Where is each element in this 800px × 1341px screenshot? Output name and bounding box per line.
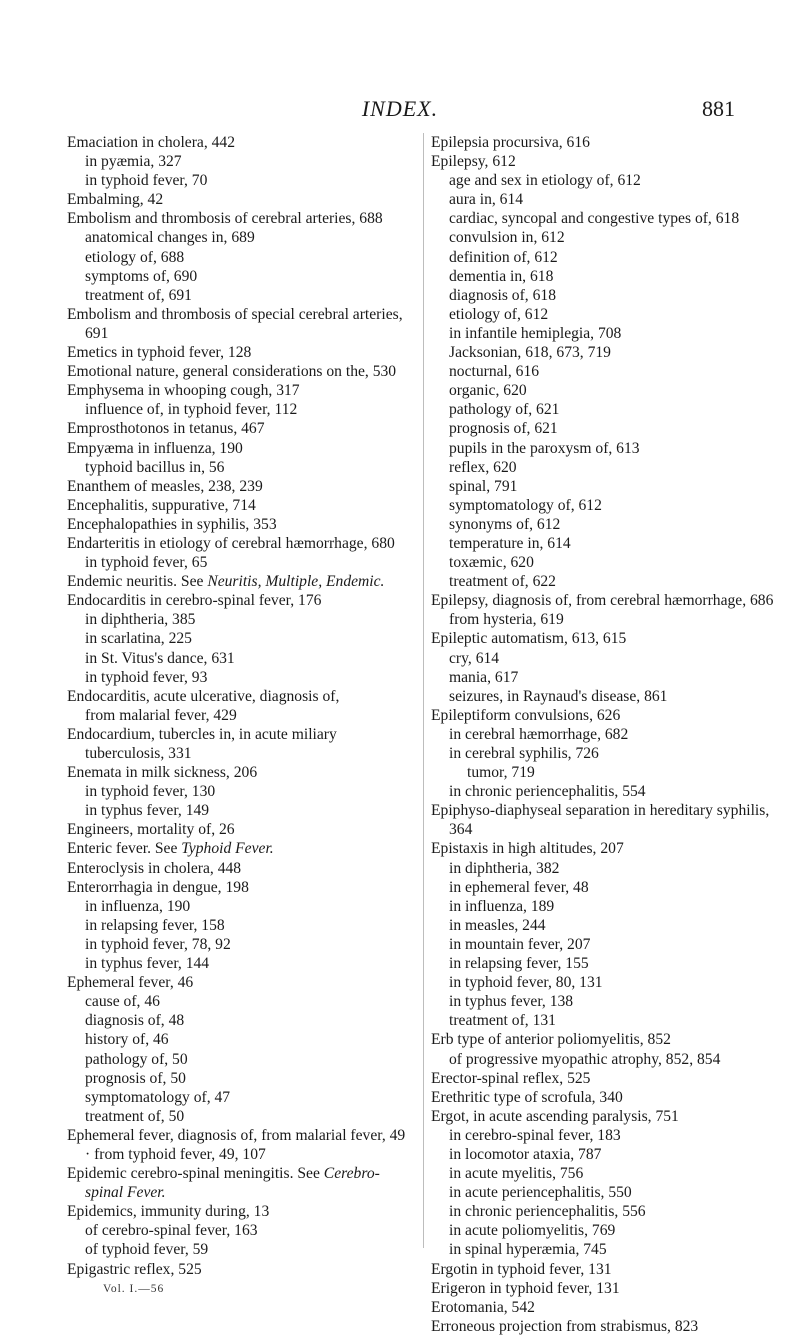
index-column-left: [67, 133, 407, 1299]
index-subentry: [67, 400, 407, 419]
entry-text: Epileptic automatism, 613, 615: [431, 630, 627, 648]
entry-text: in ephemeral fever, 48: [449, 878, 589, 896]
index-subentry: [431, 1240, 777, 1259]
entry-text: treatment of, 622: [449, 573, 556, 591]
entry-text: in chronic periencephalitis, 554: [449, 783, 646, 801]
entry-text: mania, 617: [449, 668, 519, 686]
entry-text: in typhus fever, 149: [85, 802, 210, 820]
entry-text: in St. Vitus's dance, 631: [85, 649, 235, 667]
index-subentry: [431, 725, 777, 744]
entry-text: Ergot, in acute ascending paralysis, 751: [431, 1107, 679, 1125]
entry-text: in measles, 244: [449, 916, 546, 934]
index-subentry: [67, 267, 407, 286]
index-subentry: [431, 515, 777, 534]
index-subentry: [431, 458, 777, 477]
entry-text: reflex, 620: [449, 458, 517, 476]
index-subentry: [431, 1011, 777, 1030]
entry-text: in acute poliomyelitis, 769: [449, 1222, 616, 1240]
index-subentry: [67, 458, 407, 477]
index-entry: [431, 152, 777, 171]
entry-text: Erotomania, 542: [431, 1298, 535, 1316]
entry-text: cry, 614: [449, 649, 500, 667]
entry-text: Epilepsy, 612: [431, 153, 516, 171]
index-subentry: [431, 878, 777, 897]
entry-text: Endocarditis, acute ulcerative, diagnosis of,: [67, 687, 340, 705]
entry-text: in influenza, 189: [449, 897, 555, 915]
index-entry: [67, 439, 407, 458]
index-entry: [67, 419, 407, 438]
entry-text: anatomical changes in, 689: [85, 229, 255, 247]
index-subentry: [431, 744, 777, 763]
entry-text: seizures, in Raynaud's disease, 861: [449, 687, 668, 705]
entry-text: treatment of, 131: [449, 1012, 556, 1030]
index-subentry: [67, 629, 407, 648]
entry-text: Enteric fever. See: [67, 840, 182, 858]
entry-text: in locomotor ataxia, 787: [449, 1145, 602, 1163]
entry-text: Epilepsy, diagnosis of, from cerebral hæmorrhage, 686: [431, 592, 774, 610]
index-subentry: [431, 248, 777, 267]
entry-text: Embolism and thrombosis of cerebral arteries, 688: [67, 210, 383, 228]
index-entry: [67, 305, 407, 343]
cross-reference: Cerebro-spinal Fever.: [85, 1165, 380, 1202]
entry-text: Emprosthotonos in tetanus, 467: [67, 420, 265, 438]
index-subentry: [431, 439, 777, 458]
index-subentry: [431, 668, 777, 687]
volume-signature: Vol. I.—56: [103, 1282, 165, 1295]
cross-reference: Typhoid Fever.: [181, 840, 274, 858]
entry-text: definition of, 612: [449, 248, 558, 266]
entry-text: in scarlatina, 225: [85, 630, 192, 648]
index-entry: [431, 839, 777, 858]
index-entry: [67, 1126, 407, 1145]
index-subentry: [431, 343, 777, 362]
index-entry: [67, 381, 407, 400]
index-subentry: [431, 973, 777, 992]
entry-text: Erethritic type of scrofula, 340: [431, 1088, 623, 1106]
index-entry: [67, 572, 407, 591]
index-subentry: [67, 649, 407, 668]
index-subentry: [67, 706, 407, 725]
entry-text: pupils in the paroxysm of, 613: [449, 439, 640, 457]
entry-text: Enteroclysis in cholera, 448: [67, 859, 242, 877]
cross-reference: Neuritis, Multiple, Endemic.: [207, 573, 385, 591]
index-subentry: [431, 286, 777, 305]
entry-text: from malarial fever, 429: [85, 706, 237, 724]
entry-text: treatment of, 691: [85, 286, 192, 304]
entry-text: diagnosis of, 48: [85, 1012, 185, 1030]
entry-text: Erb type of anterior poliomyelitis, 852: [431, 1031, 671, 1049]
entry-text: symptomatology of, 612: [449, 496, 602, 514]
index-subentry: [431, 1183, 777, 1202]
index-entry: [67, 1260, 407, 1279]
entry-text: Epiphyso-diaphyseal separation in hereditary syphilis, 364: [431, 802, 770, 839]
index-subentry: [431, 534, 777, 553]
entry-text: symptoms of, 690: [85, 267, 198, 285]
entry-text: Encephalopathies in syphilis, 353: [67, 515, 277, 533]
entry-text: in diphtheria, 382: [449, 859, 560, 877]
index-entry: [67, 496, 407, 515]
entry-text: in typhoid fever, 80, 131: [449, 974, 603, 992]
index-entry: [431, 1069, 777, 1088]
index-subentry: [67, 782, 407, 801]
index-entry: [67, 687, 407, 706]
index-entry: [431, 1107, 777, 1126]
index-subentry: [431, 477, 777, 496]
index-entry: [431, 1030, 777, 1049]
index-subentry: [67, 1107, 407, 1126]
entry-text: Encephalitis, suppurative, 714: [67, 496, 256, 514]
entry-text: in spinal hyperæmia, 745: [449, 1241, 607, 1259]
entry-text: in cerebral syphilis, 726: [449, 745, 599, 762]
index-entry: [67, 1202, 407, 1221]
page-header: [0, 96, 800, 126]
index-subentry: [67, 1088, 407, 1107]
index-subentry: [431, 324, 777, 343]
entry-text: in mountain fever, 207: [449, 935, 591, 953]
index-entry: [431, 1279, 777, 1298]
entry-text: etiology of, 688: [85, 248, 185, 266]
entry-text: Epidemics, immunity during, 13: [67, 1203, 270, 1221]
entry-text: diagnosis of, 618: [449, 286, 556, 304]
entry-text: treatment of, 50: [85, 1107, 185, 1125]
index-subentry: [431, 1202, 777, 1221]
index-subentry: [431, 496, 777, 515]
page-title: INDEX.: [361, 96, 439, 121]
entry-text: in relapsing fever, 155: [449, 955, 589, 973]
index-subentry: [431, 267, 777, 286]
entry-text: in cerebral hæmorrhage, 682: [449, 725, 629, 743]
index-subentry: [67, 1030, 407, 1049]
entry-text: in relapsing fever, 158: [85, 916, 225, 934]
index-subentry: [431, 305, 777, 324]
index-entry: [67, 763, 407, 782]
page-number: 881: [702, 96, 735, 121]
index-entry: [67, 190, 407, 209]
index-entry: [431, 629, 777, 648]
index-entry: [67, 725, 407, 763]
entry-text: Emotional nature, general considerations on the, 530: [67, 363, 397, 381]
index-subentry: [431, 897, 777, 916]
index-subentry: [67, 1050, 407, 1069]
index-subentry: [431, 553, 777, 572]
entry-text: Endemic neuritis. See: [67, 573, 208, 591]
index-entry: [67, 878, 407, 897]
entry-text: Epistaxis in high altitudes, 207: [431, 840, 624, 858]
entry-text: Epileptiform convulsions, 626: [431, 706, 621, 724]
entry-text: prognosis of, 621: [449, 420, 558, 438]
entry-text: of typhoid fever, 59: [85, 1241, 209, 1259]
entry-text: Emphysema in whooping cough, 317: [67, 382, 300, 400]
index-subentry: [431, 1126, 777, 1145]
index-entry: [67, 477, 407, 496]
entry-text: in typhus fever, 138: [449, 993, 574, 1011]
entry-text: Ergotin in typhoid fever, 131: [431, 1260, 612, 1278]
index-entry: [431, 1088, 777, 1107]
index-subentry: [431, 916, 777, 935]
entry-text: Ephemeral fever, 46: [67, 974, 194, 992]
index-subentry: [431, 992, 777, 1011]
entry-text: prognosis of, 50: [85, 1069, 186, 1087]
entry-text: Endocardium, tubercles in, in acute miliary tuberculosis, 331: [67, 725, 337, 762]
index-entry: [67, 839, 407, 858]
entry-text: in diphtheria, 385: [85, 611, 196, 629]
entry-text: of progressive myopathic atrophy, 852, 854: [449, 1050, 721, 1068]
index-subentry: [431, 782, 777, 801]
index-subentry: [431, 935, 777, 954]
index-subentry: [431, 419, 777, 438]
entry-text: in influenza, 190: [85, 897, 191, 915]
entry-text: Embalming, 42: [67, 191, 164, 209]
index-subentry: [67, 1221, 407, 1240]
entry-text: Empyæma in influenza, 190: [67, 439, 243, 457]
index-subentry: [431, 362, 777, 381]
entry-text: pathology of, 621: [449, 401, 560, 419]
index-subentry: [67, 553, 407, 572]
index-subentry: [431, 400, 777, 419]
entry-text: typhoid bacillus in, 56: [85, 458, 225, 476]
entry-text: in pyæmia, 327: [85, 153, 182, 171]
index-subentry: [431, 954, 777, 973]
index-subentry: [431, 190, 777, 209]
index-subentry: [67, 992, 407, 1011]
entry-text: in typhoid fever, 65: [85, 554, 208, 572]
index-subentry: [67, 286, 407, 305]
index-subentry: [67, 152, 407, 171]
entry-text: of cerebro-spinal fever, 163: [85, 1222, 258, 1240]
entry-text: in infantile hemiplegia, 708: [449, 324, 622, 342]
index-entry: [431, 133, 777, 152]
entry-text: spinal, 791: [449, 477, 518, 495]
index-column-right: [431, 133, 777, 1336]
index-entry: [67, 133, 407, 152]
index-subentry: [431, 1145, 777, 1164]
index-subentry: [67, 668, 407, 687]
index-subentry: [431, 572, 777, 591]
index-subentry: [67, 954, 407, 973]
entry-text: Erigeron in typhoid fever, 131: [431, 1279, 620, 1297]
index-subentry: [431, 1050, 777, 1069]
entry-text: Enanthem of measles, 238, 239: [67, 477, 263, 495]
index-subentry: [67, 248, 407, 267]
index-subentry: [67, 897, 407, 916]
entry-text: influence of, in typhoid fever, 112: [85, 401, 298, 419]
entry-text: in acute periencephalitis, 550: [449, 1184, 632, 1202]
index-subentry: [67, 801, 407, 820]
index-entry: [67, 515, 407, 534]
entry-text: in cerebro-spinal fever, 183: [449, 1126, 621, 1144]
index-subentry: [67, 1240, 407, 1259]
entry-text: · from typhoid fever, 49, 107: [85, 1145, 266, 1163]
index-subentry: [67, 916, 407, 935]
index-subentry: [67, 171, 407, 190]
index-entry: [431, 1260, 777, 1279]
entry-text: synonyms of, 612: [449, 515, 561, 533]
entry-text: in acute myelitis, 756: [449, 1165, 584, 1183]
index-entry: [431, 706, 777, 725]
entry-text: organic, 620: [449, 382, 527, 400]
index-subentry: [67, 1069, 407, 1088]
index-subentry: [67, 1145, 407, 1164]
entry-text: convulsion in, 612: [449, 229, 565, 247]
entry-text: Erector-spinal reflex, 525: [431, 1069, 591, 1087]
index-subentry: [67, 1011, 407, 1030]
index-entry: [67, 859, 407, 878]
index-entry: [431, 1298, 777, 1317]
entry-text: aura in, 614: [449, 191, 524, 209]
entry-text: Erroneous projection from strabismus, 823: [431, 1317, 699, 1335]
entry-text: Epidemic cerebro-spinal meningitis. See: [67, 1165, 324, 1183]
entry-text: Enterorrhagia in dengue, 198: [67, 878, 249, 896]
index-subentry: [431, 763, 777, 782]
entry-text: age and sex in etiology of, 612: [449, 172, 641, 190]
entry-text: dementia in, 618: [449, 267, 554, 285]
index-entry: [67, 973, 407, 992]
index-subentry: [431, 649, 777, 668]
entry-text: in chronic periencephalitis, 556: [449, 1203, 646, 1221]
index-entry: [67, 591, 407, 610]
entry-text: tumor, 719: [467, 764, 535, 782]
index-subentry: [431, 859, 777, 878]
entry-text: symptomatology of, 47: [85, 1088, 231, 1106]
entry-text: in typhoid fever, 70: [85, 172, 208, 190]
entry-text: Engineers, mortality of, 26: [67, 821, 235, 839]
index-entry: [431, 1317, 777, 1336]
entry-text: in typhoid fever, 93: [85, 668, 208, 686]
index-subentry: [431, 1164, 777, 1183]
entry-text: in typhoid fever, 130: [85, 783, 216, 801]
index-entry: [67, 209, 407, 228]
entry-text: Emetics in typhoid fever, 128: [67, 344, 252, 362]
index-entry: [431, 591, 777, 610]
entry-text: from hysteria, 619: [449, 611, 564, 629]
entry-text: in typhus fever, 144: [85, 955, 210, 973]
entry-text: Ephemeral fever, diagnosis of, from malarial fever, 49: [67, 1126, 406, 1144]
index-subentry: [431, 228, 777, 247]
index-subentry: [67, 228, 407, 247]
entry-text: Endocarditis in cerebro-spinal fever, 176: [67, 592, 322, 610]
index-subentry: [431, 209, 777, 228]
index-entry: [67, 534, 407, 553]
entry-text: in typhoid fever, 78, 92: [85, 935, 231, 953]
index-subentry: [431, 610, 777, 629]
entry-text: cardiac, syncopal and congestive types of, 618: [449, 210, 740, 228]
entry-text: pathology of, 50: [85, 1050, 188, 1068]
index-subentry: [431, 171, 777, 190]
entry-text: Jacksonian, 618, 673, 719: [449, 344, 611, 362]
entry-text: Epigastric reflex, 525: [67, 1260, 202, 1278]
index-entry: [67, 1164, 407, 1202]
entry-text: Epilepsia procursiva, 616: [431, 134, 590, 151]
column-divider: [423, 133, 424, 1248]
index-entry: [67, 343, 407, 362]
index-subentry: [431, 1221, 777, 1240]
entry-text: etiology of, 612: [449, 305, 549, 323]
index-subentry: [431, 687, 777, 706]
entry-text: Endarteritis in etiology of cerebral hæmorrhage, 680: [67, 534, 395, 552]
index-entry: [67, 820, 407, 839]
entry-text: Embolism and thrombosis of special cerebral arteries, 691: [67, 305, 403, 342]
entry-text: temperature in, 614: [449, 534, 571, 552]
entry-text: history of, 46: [85, 1031, 169, 1049]
entry-text: nocturnal, 616: [449, 363, 540, 381]
index-entry: [67, 362, 407, 381]
index-entry: [431, 801, 777, 839]
entry-text: cause of, 46: [85, 993, 160, 1011]
entry-text: Enemata in milk sickness, 206: [67, 764, 258, 782]
index-subentry: [67, 935, 407, 954]
index-subentry: [67, 610, 407, 629]
entry-text: Emaciation in cholera, 442: [67, 134, 236, 151]
entry-text: toxæmic, 620: [449, 554, 534, 572]
index-subentry: [431, 381, 777, 400]
